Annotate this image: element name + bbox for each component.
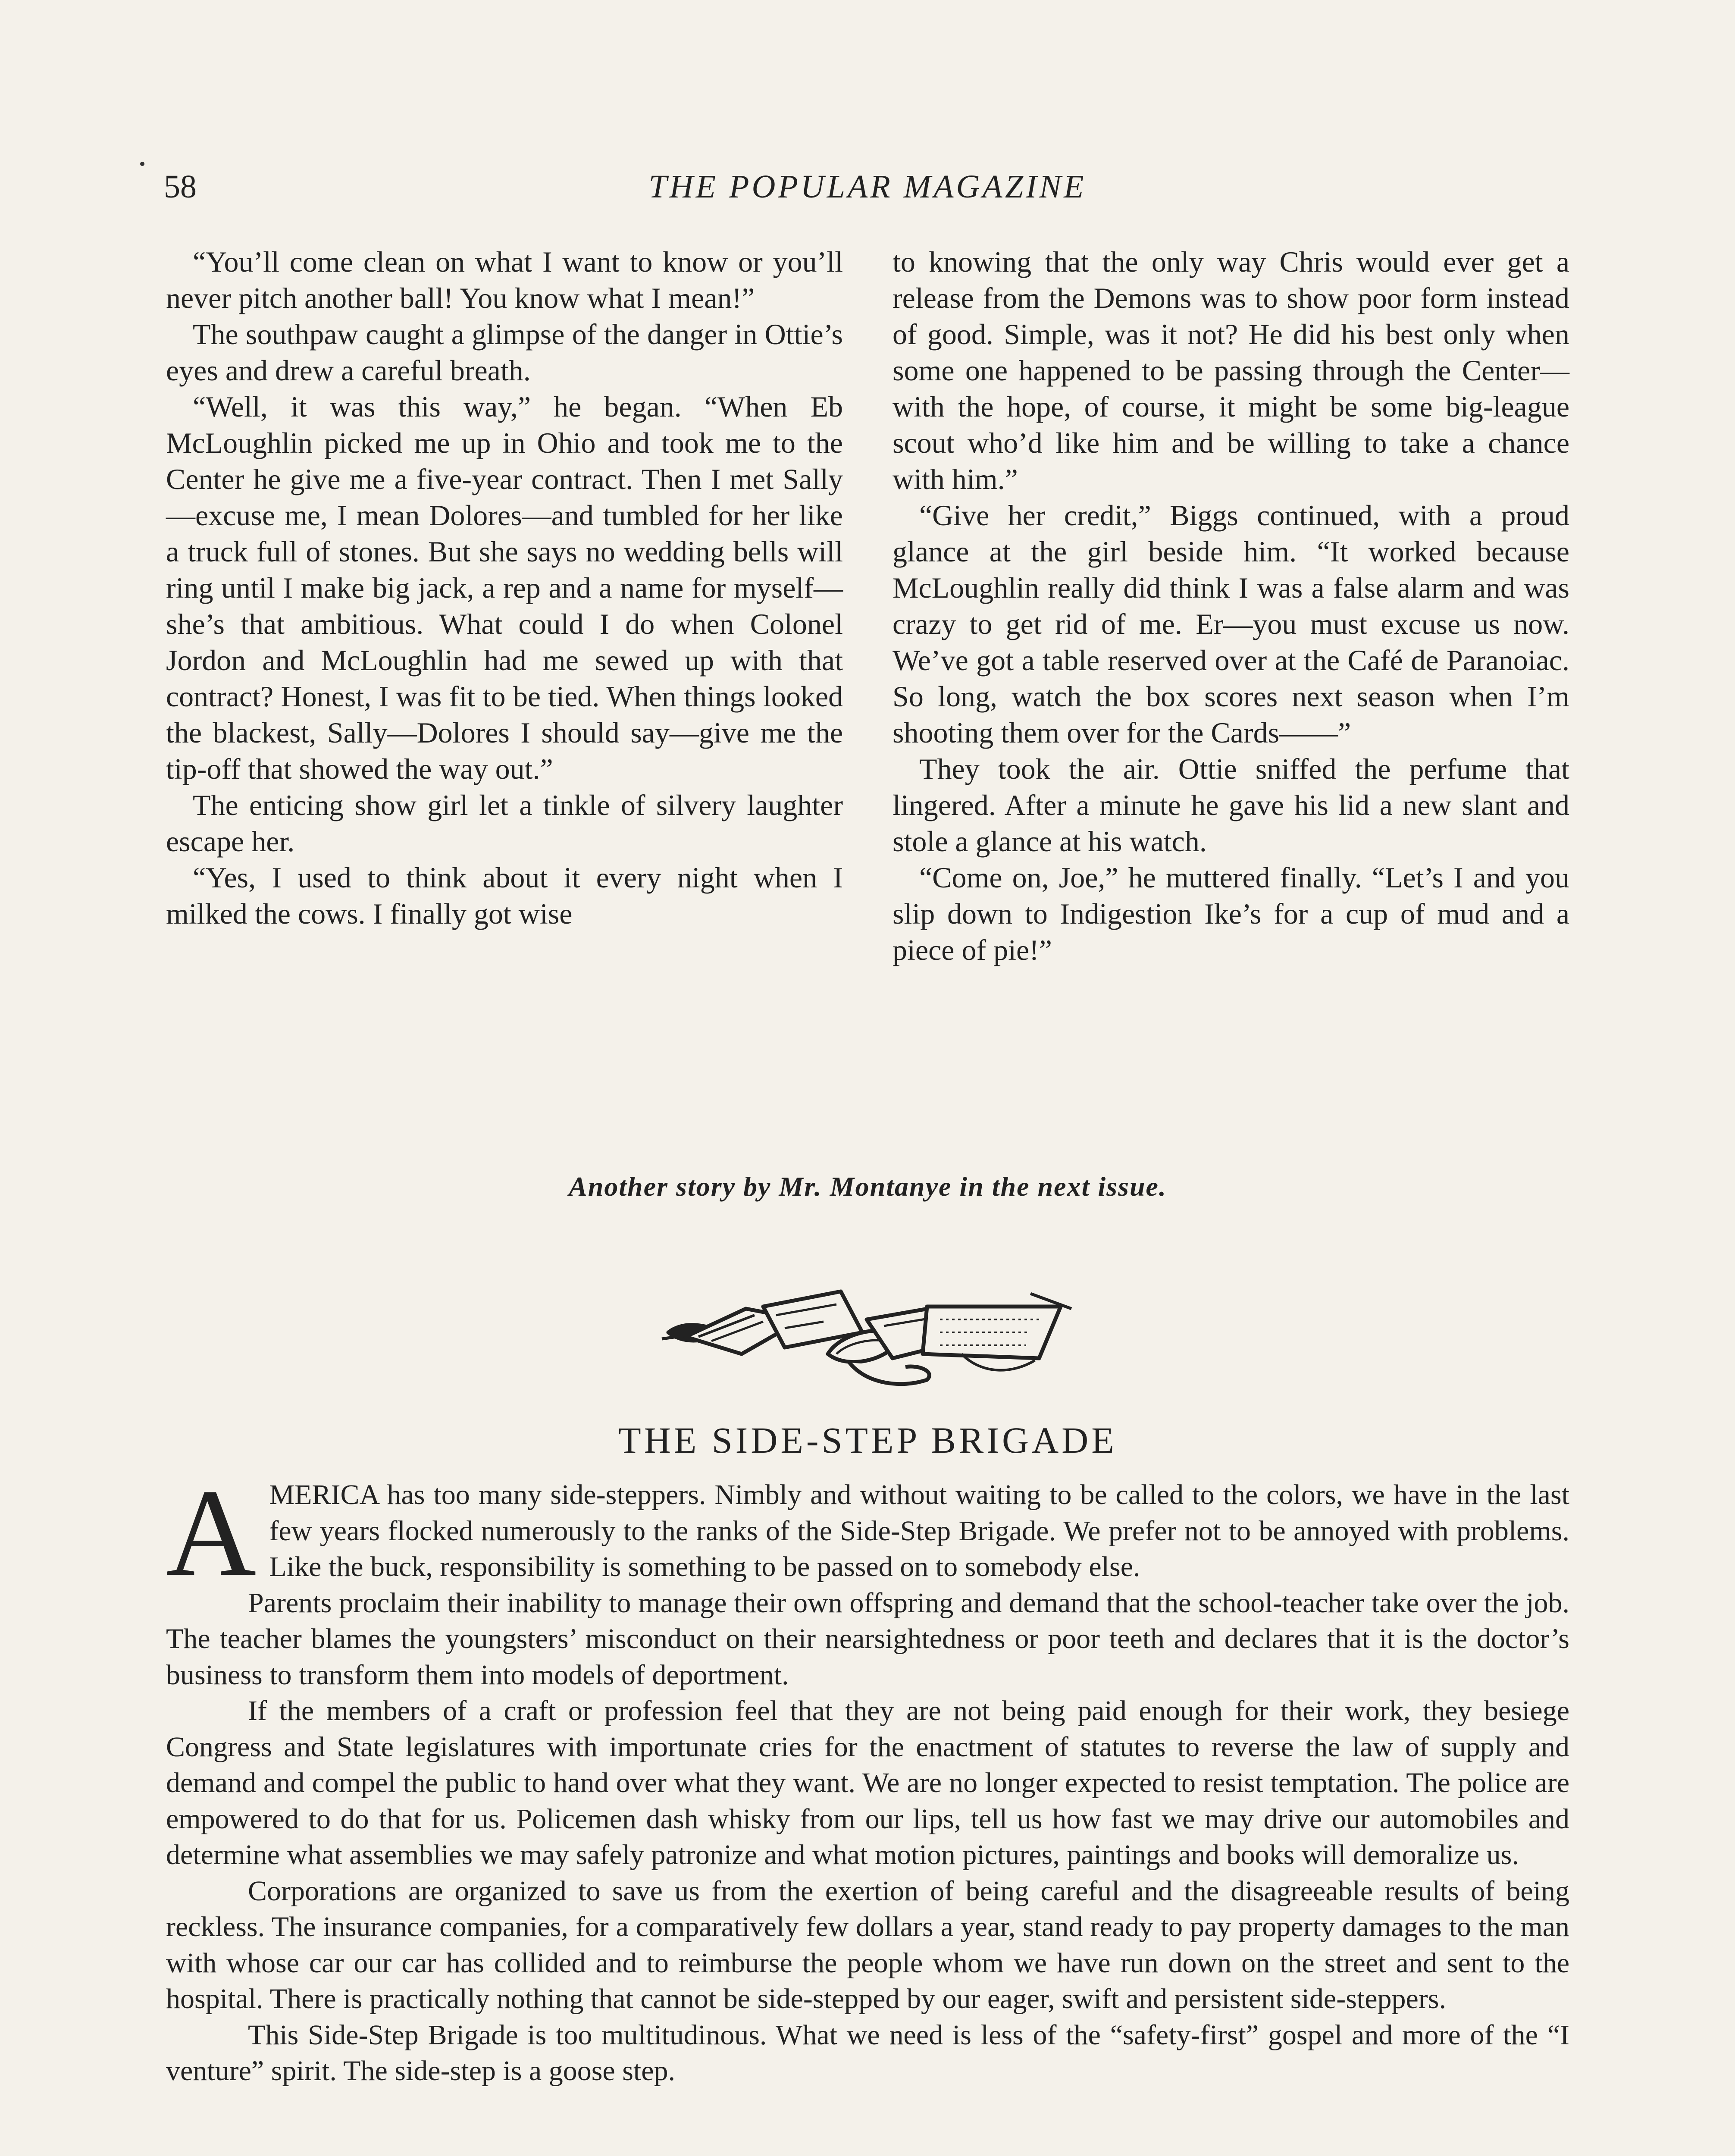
story-columns xyxy=(166,244,1569,1158)
first-paragraph xyxy=(166,1463,1569,1602)
paragraph: Corporations are organized to save us from the exertion of being careful and the disagreeable results of being reckless. The insurance companies, for a comparatively few dollars a year, stand ready to pay property damages to the man with whose car our car has collided and to reimburse the people whom we have run down on the street and sent to the hospital. There is practically nothing that cannot be side-stepped by our eager, swift and persistent side-steppers. xyxy=(166,1875,1569,2015)
drop-cap: A xyxy=(166,1463,257,1602)
paragraph: to knowing that the only way Chris would ever get a release from the Demons was to show poor form instead of good. Simple, was it not? He did his best only when some one happened to be passing through the Center—with the hope, of course, it might be some big-league scout who’d like him and be willing to take a chance with him.” xyxy=(893,245,1569,495)
first-paragraph-text: MERICA has too many side-steppers. Nimbly and without waiting to be called to the colors, we have in the last few years flocked numerously to the ranks of the Side-Step Brigade. We prefer not to be annoyed with problems. Like the buck, responsibility is something to be passed on to somebody else. xyxy=(269,1479,1569,1583)
page-number: 58 xyxy=(164,169,197,205)
paragraph: “Yes, I used to think about it every night when I milked the cows. I finally got wise xyxy=(166,861,843,930)
paragraph: “Give her credit,” Biggs continued, with a proud glance at the girl beside him. “It worked because McLoughlin really did think I was a false alarm and was crazy to get rid of me. Er—you must excuse us now. We’ve got a table reserved over at the Café de Paranoiac. So long, watch the box scores next season when I’m shooting them over for the Cards——” xyxy=(893,499,1569,749)
editorial-article xyxy=(166,1463,1569,2089)
article-title: THE SIDE-STEP BRIGADE xyxy=(618,1420,1117,1461)
print-speck xyxy=(140,162,144,166)
paragraph: “Come on, Joe,” he muttered finally. “Let’s I and you slip down to Indigestion Ike’s for a cup of mud and a piece of pie!” xyxy=(893,861,1569,966)
next-issue-note: Another story by Mr. Montanye in the next issue. xyxy=(569,1171,1167,1202)
story-column-right xyxy=(893,244,1569,1158)
paragraph: If the members of a craft or profession feel that they are not being paid enough for their work, they besiege Congress and State legislatures with importunate cries for the enactment of statutes to reverse the law of supply and demand and compel the public to hand over what they want. We are no longer expected to resist temptation. The police are empowered to do that for us. Policemen dash whisky from our lips, tell us how fast we may drive our automobiles and determine what assemblies we may safely patronize and what motion pictures, paintings and books will demoralize us. xyxy=(166,1695,1569,1871)
running-head: THE POPULAR MAGAZINE xyxy=(648,169,1087,205)
paragraph: Parents proclaim their inability to manage their own offspring and demand that the school-teacher take over the job. The teacher blames the youngsters’ misconduct on their nearsightedness or poor teeth and declares that it is the doctor’s business to transform them into models of deportment. xyxy=(166,1587,1569,1691)
paragraph: “You’ll come clean on what I want to know or you’ll never pitch another ball! You know what I mean!” xyxy=(166,245,843,314)
page-header xyxy=(164,168,1571,220)
paragraph: The southpaw caught a glimpse of the danger in Ottie’s eyes and drew a careful breath. xyxy=(166,318,843,387)
paragraph: They took the air. Ottie sniffed the perfume that lingered. After a minute he gave his lid a new slant and stole a glance at his watch. xyxy=(893,752,1569,858)
paragraph: The enticing show girl let a tinkle of silvery laughter escape her. xyxy=(166,789,843,858)
story-column-left xyxy=(166,244,843,1158)
letters-ornament-illustration xyxy=(660,1268,1078,1401)
paragraph: “Well, it was this way,” he began. “When Eb McLoughlin picked me up in Ohio and took me to the Center he give me a five-year contract. Then I met Sally—excuse me, I mean Dolores—and tumbled for her like a truck full of stones. But she says no wedding bells will ring until I make big jack, a rep and a name for myself—she’s that ambitious. What could I do when Colonel Jordon and McLoughlin had me sewed up with that contract? Honest, I was fit to be tied. When things looked the blackest, Sally—Dolores I should say—give me the tip-off that showed the way out.” xyxy=(166,390,843,785)
paragraph: This Side-Step Brigade is too multitudinous. What we need is less of the “safety-first” gospel and more of the “I venture” spirit. The side-step is a goose step. xyxy=(166,2019,1569,2087)
